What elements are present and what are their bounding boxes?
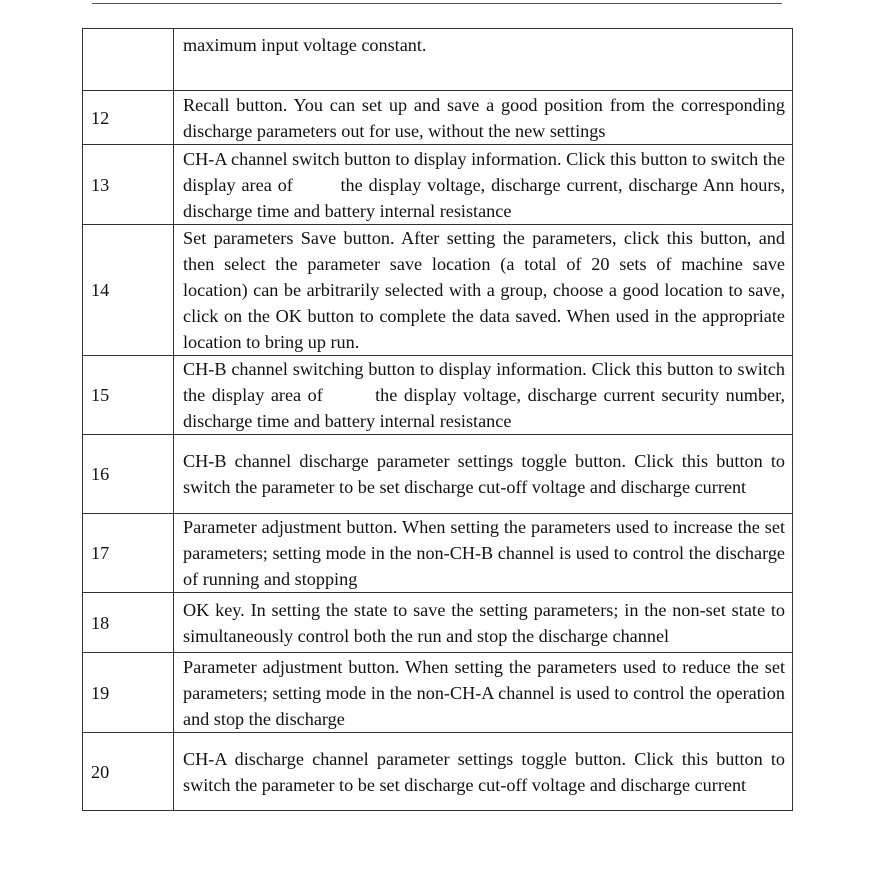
row-description: Set parameters Save button. After setting the parameters, click this button, and then select the parameter save location (a total of 20 sets of machine save location) can be arbitrarily selected with a group, choose a good location to save, click on the OK button to complete the data saved. When used in the appropriate location to bring up run. (174, 225, 793, 356)
row-description: Recall button. You can set up and save a good position from the corresponding discharge parameters out for use, without the new settings (174, 91, 793, 145)
table-row (83, 356, 793, 435)
row-number: 20 (83, 733, 174, 811)
table-row (83, 593, 793, 653)
table-row (83, 514, 793, 593)
row-description: OK key. In setting the state to save the setting parameters; in the non-set state to simultaneously control both the run and stop the discharge channel (174, 593, 793, 653)
row-number: 16 (83, 435, 174, 514)
row-description: CH-A channel switch button to display information. Click this button to switch the display area of the display voltage, discharge current, discharge Ann hours, discharge time and battery internal resistance (174, 145, 793, 225)
row-description: Parameter adjustment button. When setting the parameters used to reduce the set parameters; setting mode in the non-CH-A channel is used to control the operation and stop the discharge (174, 653, 793, 733)
table-row (83, 225, 793, 356)
header-rule (92, 3, 782, 4)
table-row (83, 653, 793, 733)
row-number: 17 (83, 514, 174, 593)
row-number: 13 (83, 145, 174, 225)
row-number: 15 (83, 356, 174, 435)
row-description: CH-B channel discharge parameter settings toggle button. Click this button to switch the parameter to be set discharge cut-off voltage and discharge current (174, 435, 793, 514)
table-row (83, 29, 793, 91)
table-row (83, 435, 793, 514)
table-row (83, 145, 793, 225)
row-description: CH-B channel switching button to display information. Click this button to switch the display area of the display voltage, discharge current security number, discharge time and battery internal resistance (174, 356, 793, 435)
button-description-table (82, 28, 793, 811)
row-number (83, 29, 174, 91)
row-number: 14 (83, 225, 174, 356)
row-number: 18 (83, 593, 174, 653)
row-description: CH-A discharge channel parameter settings toggle button. Click this button to switch the parameter to be set discharge cut-off voltage and discharge current (174, 733, 793, 811)
table-row (83, 733, 793, 811)
row-description: Parameter adjustment button. When setting the parameters used to increase the set parameters; setting mode in the non-CH-B channel is used to control the discharge of running and stopping (174, 514, 793, 593)
table-row (83, 91, 793, 145)
row-description: maximum input voltage constant. (174, 29, 793, 91)
row-number: 19 (83, 653, 174, 733)
row-number: 12 (83, 91, 174, 145)
